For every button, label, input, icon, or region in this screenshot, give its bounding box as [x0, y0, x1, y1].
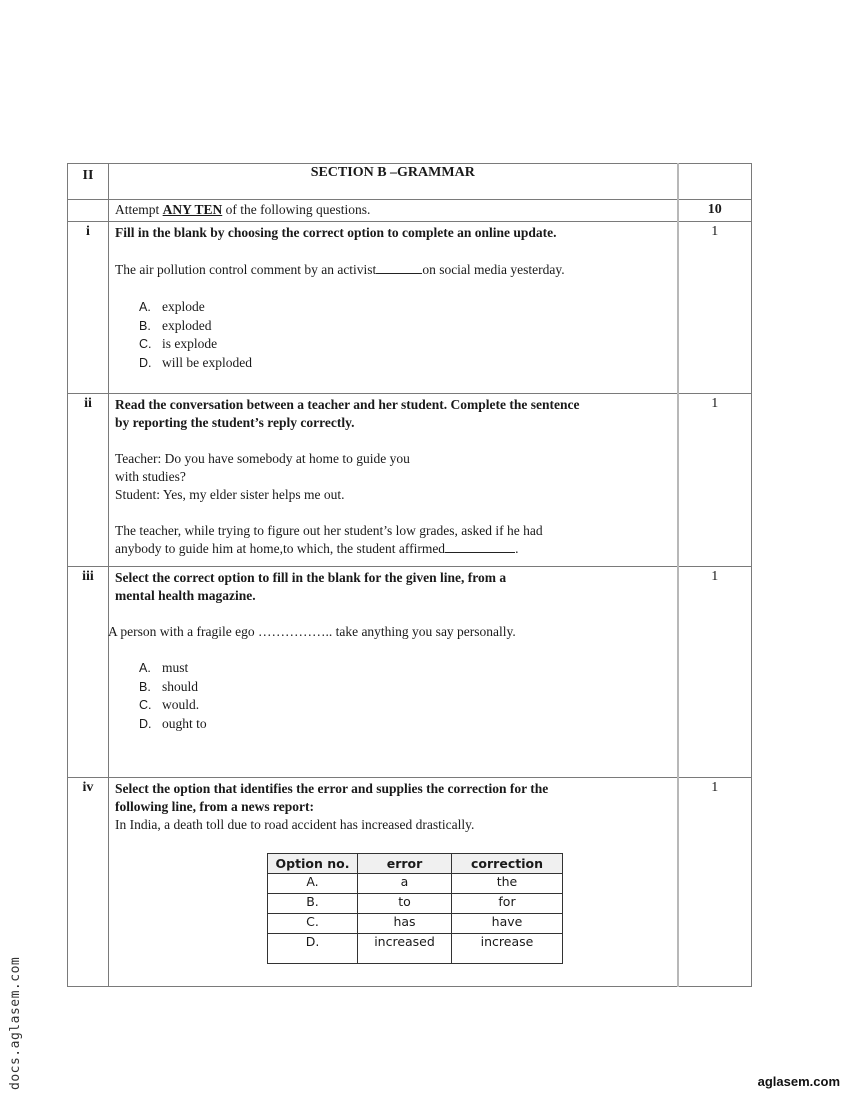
options-list: [115, 298, 671, 372]
question-prompt-line-2: by reporting the student’s reply correctly.: [115, 415, 355, 430]
option-b: B. should: [139, 678, 199, 694]
question-marks: 1: [711, 780, 719, 795]
instruction-emphasis: ANY TEN: [162, 202, 223, 217]
dialogue-line: Teacher: Do you have somebody at home to guide you: [115, 451, 410, 466]
question-sentence: A person with a fragile ego …………….. take anything you say personally.: [108, 624, 516, 639]
reported-speech: The teacher, while trying to figure out her student’s low grades, asked if he had anybody to guide him at home,to which, the student affirmed .: [115, 523, 543, 556]
question-prompt-line-2: following line, from a news report:: [115, 799, 314, 814]
question-row-ii: [68, 394, 752, 567]
dialogue-line: with studies?: [115, 469, 186, 484]
question-number: ii: [84, 396, 92, 411]
question-number: iv: [82, 780, 94, 795]
instruction: Attempt ANY TEN of the following questions.: [115, 202, 371, 217]
section-number: II: [82, 168, 94, 183]
total-marks: 10: [707, 202, 722, 217]
table-row: A. a the: [268, 874, 563, 894]
question-marks: 1: [711, 396, 719, 411]
option-b: B. exploded: [139, 317, 212, 333]
table-row: B. to for: [268, 894, 563, 914]
table-row: D. increased increase: [268, 934, 563, 964]
option-d: D. will be exploded: [139, 354, 252, 370]
instruction-row: [68, 200, 752, 222]
question-row-iv: [68, 778, 752, 987]
question-prompt-line-1: Select the correct option to fill in the blank for the given line, from a: [115, 570, 507, 585]
question-prompt-line-2: mental health magazine.: [115, 588, 256, 603]
error-correction-table: [267, 853, 563, 964]
option-c: C. would.: [139, 697, 200, 712]
question-marks: 1: [711, 569, 719, 584]
question-prompt-line-1: Select the option that identifies the error and supplies the correction for the: [115, 781, 549, 796]
question-row-iii: [68, 567, 752, 778]
answer-blank: [376, 261, 422, 274]
question-paper-table: [67, 163, 752, 987]
option-a: A. explode: [139, 299, 205, 314]
dialogue-line: Student: Yes, my elder sister helps me out.: [115, 487, 345, 502]
question-prompt-line-1: Read the conversation between a teacher and her student. Complete the sentence: [115, 397, 580, 412]
option-c: C. is explode: [139, 336, 218, 351]
table-row: C. has have: [268, 914, 563, 934]
section-header-row: [68, 164, 752, 200]
question-sentence: In India, a death toll due to road accident has increased drastically.: [115, 817, 475, 832]
section-title: SECTION B –GRAMMAR: [310, 165, 475, 180]
dialogue: [115, 450, 671, 504]
option-d: D. ought to: [139, 715, 207, 731]
answer-blank: [445, 540, 515, 553]
question-number: i: [86, 224, 90, 239]
question-marks: 1: [711, 224, 719, 239]
question-number: iii: [82, 569, 94, 584]
option-a: A. must: [139, 660, 189, 675]
question-prompt: Fill in the blank by choosing the correct option to complete an online update.: [115, 225, 557, 240]
question-row-i: [68, 222, 752, 394]
footer-brand: aglasem.com: [757, 1074, 840, 1089]
table-header-row: Option no. error correction: [268, 854, 563, 874]
options-list: [115, 659, 671, 733]
question-sentence: The air pollution control comment by an activist on social media yesterday.: [115, 262, 565, 277]
watermark: docs.aglasem.com: [8, 956, 23, 1090]
